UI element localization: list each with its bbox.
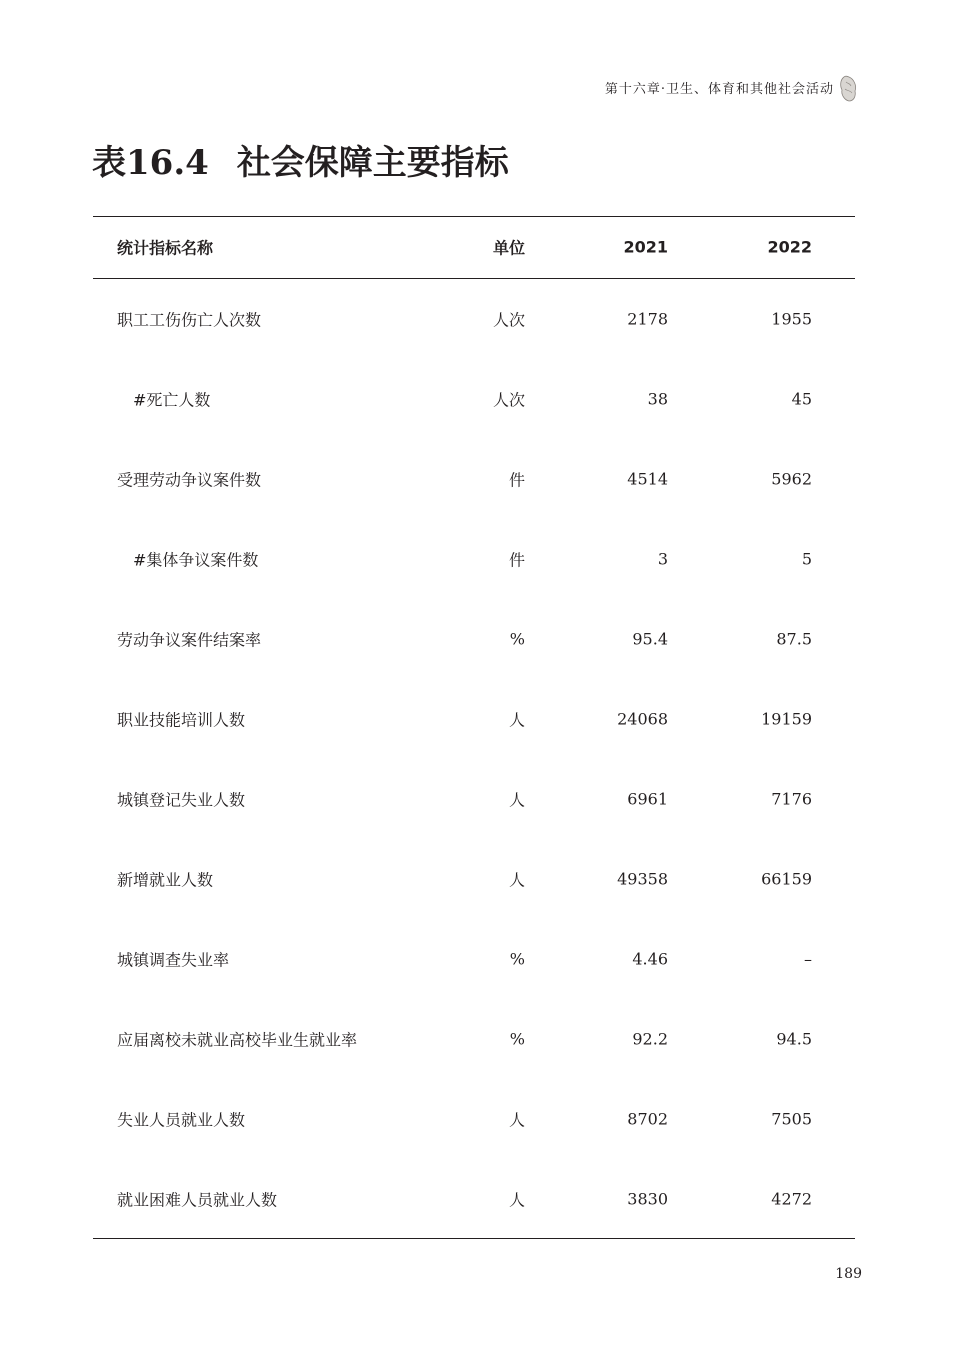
row-value-2022: 66159 <box>761 869 812 889</box>
row-unit: 人 <box>508 1190 525 1210</box>
row-unit: 人次 <box>492 310 525 330</box>
table-body <box>93 279 855 1239</box>
row-name: #集体争议案件数 <box>133 550 259 570</box>
row-value-2021: 49358 <box>617 869 668 889</box>
row-value-2022: 5962 <box>771 469 812 489</box>
row-value-2022: 7505 <box>771 1109 812 1129</box>
table-row <box>93 999 855 1079</box>
row-unit: % <box>509 1029 525 1049</box>
row-name: 职工工伤伤亡人次数 <box>117 310 262 330</box>
column-header-2022: 2022 <box>767 237 812 257</box>
row-name: 职业技能培训人数 <box>117 710 246 730</box>
table-header-row <box>93 217 855 277</box>
table-row <box>93 439 855 519</box>
row-unit: 人 <box>508 1110 525 1130</box>
table-row <box>93 919 855 999</box>
row-value-2022: 7176 <box>771 789 812 809</box>
row-unit: 人 <box>508 710 525 730</box>
table-row <box>93 519 855 599</box>
row-name: 劳动争议案件结案率 <box>117 630 262 650</box>
row-value-2021: 4514 <box>627 469 668 489</box>
row-value-2021: 3830 <box>627 1189 668 1209</box>
table-row <box>93 839 855 919</box>
row-value-2021: 4.46 <box>632 949 668 969</box>
table-row <box>93 599 855 679</box>
row-value-2022: 94.5 <box>776 1029 812 1049</box>
page-title <box>92 135 509 184</box>
row-name: 城镇登记失业人数 <box>117 790 246 810</box>
row-value-2022: 19159 <box>761 709 812 729</box>
row-value-2021: 6961 <box>627 789 668 809</box>
row-value-2021: 24068 <box>617 709 668 729</box>
page-number: 189 <box>835 1266 862 1282</box>
table-row <box>93 359 855 439</box>
row-value-2022: 5 <box>801 549 812 569</box>
row-name: 新增就业人数 <box>117 870 214 890</box>
row-value-2021: 92.2 <box>632 1029 668 1049</box>
column-header-unit: 单位 <box>492 238 525 258</box>
row-unit: 人 <box>508 790 525 810</box>
row-value-2021: 2178 <box>627 309 668 329</box>
row-name: 受理劳动争议案件数 <box>117 470 262 490</box>
running-header: 第十六章·卫生、体育和其他社会活动 <box>604 82 834 97</box>
row-name: 城镇调查失业率 <box>117 950 230 970</box>
table-row <box>93 759 855 839</box>
row-value-2022: 4272 <box>771 1189 812 1209</box>
table-number: 表16.4 <box>92 143 209 183</box>
table-row <box>93 679 855 759</box>
row-unit: 件 <box>508 470 525 490</box>
row-name: 应届离校未就业高校毕业生就业率 <box>117 1030 358 1050</box>
row-value-2021: 8702 <box>627 1109 668 1129</box>
column-header-2021: 2021 <box>623 237 668 257</box>
column-header-name: 统计指标名称 <box>117 238 214 258</box>
row-value-2021: 3 <box>657 549 668 569</box>
row-name: 就业困难人员就业人数 <box>117 1190 278 1210</box>
row-unit: 件 <box>508 550 525 570</box>
row-name: 失业人员就业人数 <box>117 1110 246 1130</box>
row-unit: 人次 <box>492 390 525 410</box>
row-value-2022: 45 <box>791 389 812 409</box>
table-title: 社会保障主要指标 <box>236 143 509 183</box>
row-name: #死亡人数 <box>133 390 211 410</box>
row-value-2022: – <box>804 949 812 969</box>
row-value-2021: 38 <box>647 389 668 409</box>
row-unit: % <box>509 949 525 969</box>
row-value-2022: 87.5 <box>776 629 812 649</box>
decorative-emblem-icon <box>838 74 858 104</box>
row-value-2021: 95.4 <box>632 629 668 649</box>
table-row <box>93 1079 855 1159</box>
row-unit: 人 <box>508 870 525 890</box>
row-unit: % <box>509 629 525 649</box>
row-value-2022: 1955 <box>771 309 812 329</box>
table-row <box>93 1159 855 1239</box>
table-row <box>93 279 855 359</box>
table-bottom-rule <box>93 1238 855 1239</box>
